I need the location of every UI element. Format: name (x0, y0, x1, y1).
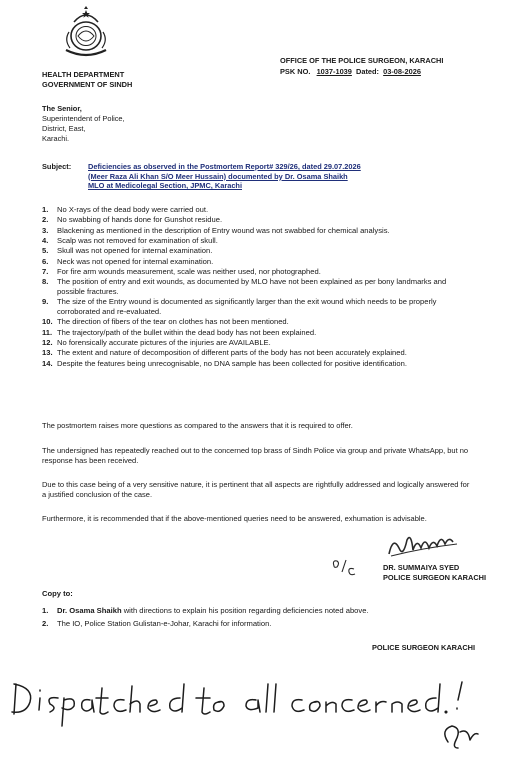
paragraph-recommendation: Furthermore, it is recommended that if the above-mentioned queries need to be answered, exhumation is advisable. (42, 514, 427, 523)
paragraph-sensitivity: Due to this case being of a very sensitive nature, it is pertinent that all aspects are rightfully addressed and logically answered for a justified conclusion of the case. (42, 480, 470, 499)
office-header (280, 56, 443, 77)
copy-to-list (42, 606, 482, 631)
list-item: 14. Despite the features being unrecognisable, no DNA sample has been collected for positive identification. (42, 358, 407, 368)
list-item: 6. Neck was not opened for internal examination. (42, 256, 214, 266)
subject-line-1: Deficiencies as observed in the Postmortem Report# 329/26, dated 29.07.2026 (88, 162, 361, 171)
recipient-line-1: The Senior, (42, 104, 82, 113)
list-item: 2. No swabbing of hands done for Gunshot residue. (42, 215, 223, 225)
list-item: 10. The direction of fibers of the tear on clothes has not been mentioned. (42, 317, 289, 327)
list-item: 13. The extent and nature of decomposition of different parts of the body has not been accurately explained. (42, 348, 407, 358)
office-title: OFFICE OF THE POLICE SURGEON, KARACHI (280, 56, 444, 65)
signatory-block (383, 563, 486, 584)
subject-block (42, 162, 361, 191)
recipient-line-2: Superintendent of Police, (42, 113, 125, 123)
paragraph-questions: The postmortem raises more questions as compared to the answers that it is required to offer. (42, 421, 353, 430)
recipient-line-4: Karachi. (42, 133, 70, 143)
list-item: 2. The IO, Police Station Gulistan-e-Johar, Karachi for information. (42, 618, 272, 628)
signatory-name: DR. SUMMAIYA SYED (383, 563, 460, 572)
list-item: 7. For fire arm wounds measurement, scale was neither used, nor photographed. (42, 266, 321, 276)
department-line: HEALTH DEPARTMENT (42, 70, 125, 79)
subject-text (88, 162, 361, 191)
dated-label: Dated: (356, 66, 380, 76)
dated-value: 03-08-2026 (383, 66, 421, 76)
paragraph-outreach: The undersigned has repeatedly reached out to the concerned top brass of Sindh Police via group and private WhatsApp, but no response has been received. (42, 446, 469, 465)
reference-line (280, 67, 443, 78)
handwritten-dispatch-note (0, 668, 530, 759)
subject-line-2: (Meer Raza Ali Khan S/O Meer Hussain) documented by Dr. Osama Shaikh (88, 171, 348, 181)
signature-scribble (383, 526, 463, 566)
copy-to-label: Copy to: (42, 589, 73, 598)
psk-number: 1037-1039 (316, 66, 352, 76)
government-seal-logo (60, 6, 112, 58)
list-item: 3. Blackening as mentioned in the description of Entry wound was not swabbed for chemical analysis. (42, 225, 390, 235)
recipient-block (42, 104, 125, 144)
recipient-line-3: District, East, (42, 123, 86, 133)
signatory-title: POLICE SURGEON KARACHI (383, 573, 487, 583)
government-line: GOVERNMENT OF SINDH (42, 79, 133, 89)
list-item: 12. No forensically accurate pictures of the injuries are AVAILABLE. (42, 337, 271, 347)
list-item: 1. Dr. Osama Shaikh with directions to explain his position regarding deficiencies noted above. (42, 606, 369, 615)
list-item: 9. The size of the Entry wound is documented as significantly larger than the exit wound which needs to be properly corroborated and re-evaluated. (42, 297, 437, 316)
psk-label: PSK NO. (280, 66, 311, 76)
department-header (42, 70, 132, 89)
footer-signature: POLICE SURGEON KARACHI (372, 643, 476, 652)
list-item: 11. The trajectory/path of the bullet within the dead body has not been explained. (42, 327, 317, 337)
deficiency-list (42, 205, 472, 369)
subject-line-3: MLO at Medicolegal Section, JPMC, Karachi (88, 181, 243, 191)
list-item: 8. The position of entry and exit wounds, as documented by MLO have not been explained as per bony landmarks and possible fractures. (42, 277, 447, 296)
list-item: 5. Skull was not opened for internal examination. (42, 246, 213, 256)
subject-label: Subject: (42, 162, 72, 171)
oc-handwritten-mark (330, 556, 358, 578)
list-item: 1. No X-rays of the dead body were carried out. (42, 205, 209, 214)
list-item: 4. Scalp was not removed for examination of skull. (42, 235, 218, 245)
